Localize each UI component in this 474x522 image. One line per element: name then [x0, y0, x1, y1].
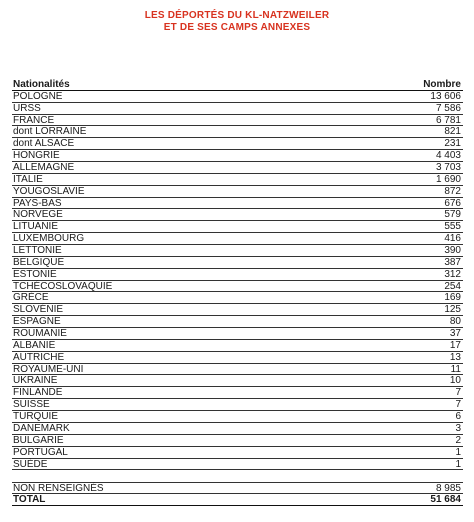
row-name: LETTONIE: [13, 245, 62, 257]
row-name: GRÈCE: [13, 292, 49, 304]
table-row: [12, 150, 463, 162]
row-name: SUISSE: [13, 399, 50, 411]
row-value: 2: [455, 434, 461, 446]
table-row: [12, 221, 463, 233]
table-row: [12, 115, 463, 127]
row-value: 4 403: [435, 150, 461, 162]
table-row: [12, 186, 463, 198]
table-row: [12, 447, 463, 459]
row-value: 7: [455, 387, 461, 399]
table-row: [12, 233, 463, 245]
table-row: [12, 459, 463, 471]
table-row: [12, 103, 463, 115]
row-name: FINLANDE: [13, 387, 63, 399]
table-row: [12, 292, 463, 304]
row-name: PAYS-BAS: [13, 197, 62, 209]
table-row: [12, 245, 463, 257]
row-name: POLOGNE: [13, 90, 63, 102]
row-name: PORTUGAL: [13, 446, 68, 458]
total-label: TOTAL: [13, 494, 46, 506]
table-row: [12, 352, 463, 364]
row-value: 676: [444, 197, 461, 209]
row-name: FRANCE: [13, 114, 55, 126]
row-value: 6: [455, 411, 461, 423]
row-value: 254: [444, 280, 461, 292]
table-row: [12, 281, 463, 293]
row-value: 8 985: [435, 483, 461, 495]
table-row: [12, 126, 463, 138]
table-row: [12, 364, 463, 376]
row-value: 7 586: [435, 102, 461, 114]
table-body: [12, 91, 463, 471]
row-value: 125: [444, 304, 461, 316]
row-value: 7: [455, 399, 461, 411]
row-value: 821: [444, 126, 461, 138]
total-value: 51 684: [430, 494, 461, 506]
document-title-line-2: ET DE SES CAMPS ANNEXES: [163, 22, 311, 33]
row-name: dont ALSACE: [13, 138, 75, 150]
table-row: [12, 304, 463, 316]
table-row: [12, 316, 463, 328]
row-name: dont LORRAINE: [13, 126, 87, 138]
row-name: ROUMANIE: [13, 328, 67, 340]
row-name: LITUANIE: [13, 221, 59, 233]
table-row: [12, 198, 463, 210]
row-name: ALLEMAGNE: [13, 162, 75, 174]
row-name: DANEMARK: [13, 422, 70, 434]
row-value: 872: [444, 185, 461, 197]
row-name: ROYAUME-UNI: [13, 363, 84, 375]
row-value: 3 703: [435, 162, 461, 174]
row-name: ITALIE: [13, 173, 43, 185]
row-value: 6 781: [435, 114, 461, 126]
row-name: SUÈDE: [13, 458, 48, 470]
deportees-table: [12, 79, 463, 506]
table-row: [12, 435, 463, 447]
row-name: LUXEMBOURG: [13, 233, 85, 245]
row-name: ALBANIE: [13, 339, 56, 351]
table-row: [12, 423, 463, 435]
table-row: [12, 340, 463, 352]
row-value: 169: [444, 292, 461, 304]
table-row: [12, 387, 463, 399]
row-name: AUTRICHE: [13, 351, 65, 363]
row-name: UKRAINE: [13, 375, 58, 387]
row-name: URSS: [13, 102, 41, 114]
table-gap: [12, 470, 463, 482]
table-row: [12, 174, 463, 186]
row-value: 13: [449, 351, 461, 363]
row-name: BELGIQUE: [13, 256, 65, 268]
row-value: 1: [455, 446, 461, 458]
row-value: 390: [444, 245, 461, 257]
table-row: [12, 399, 463, 411]
table-row: [12, 162, 463, 174]
table-row: [12, 411, 463, 423]
row-name: ESTONIE: [13, 268, 57, 280]
row-name: TCHÉCOSLOVAQUIE: [13, 280, 113, 292]
row-name: NORVEGE: [13, 209, 63, 221]
row-value: 555: [444, 221, 461, 233]
table-row: [12, 209, 463, 221]
table-row: [12, 328, 463, 340]
row-value: 37: [449, 328, 461, 340]
row-value: 13 606: [430, 90, 461, 102]
row-value: 3: [455, 422, 461, 434]
row-name: YOUGOSLAVIE: [13, 185, 85, 197]
header-nationalites: Nationalités: [13, 79, 70, 90]
table-header: [12, 79, 463, 91]
header-nombre: Nombre: [423, 79, 461, 90]
row-value: 80: [449, 316, 461, 328]
table-row: [12, 91, 463, 103]
row-value: 579: [444, 209, 461, 221]
row-value: 17: [449, 339, 461, 351]
document-title-line-1: LES DÉPORTÉS DU KL-NATZWEILER: [144, 10, 330, 21]
row-value: 231: [444, 138, 461, 150]
row-name: BULGARIE: [13, 434, 64, 446]
table-row-non-renseignes: [12, 482, 463, 494]
row-value: 387: [444, 256, 461, 268]
table-row: [12, 138, 463, 150]
table-row: [12, 375, 463, 387]
row-value: 11: [450, 363, 461, 375]
row-value: 10: [449, 375, 461, 387]
row-name: TURQUIE: [13, 411, 58, 423]
table-row-total: [12, 494, 463, 506]
row-name: NON RENSEIGNÉS: [13, 483, 104, 495]
row-value: 1 690: [435, 173, 461, 185]
row-value: 1: [455, 458, 461, 470]
table-row: [12, 257, 463, 269]
row-value: 416: [444, 233, 461, 245]
row-name: SLOVÉNIE: [13, 304, 64, 316]
row-name: HONGRIE: [13, 150, 60, 162]
table-row: [12, 269, 463, 281]
row-value: 312: [444, 268, 461, 280]
row-name: ESPAGNE: [13, 316, 61, 328]
